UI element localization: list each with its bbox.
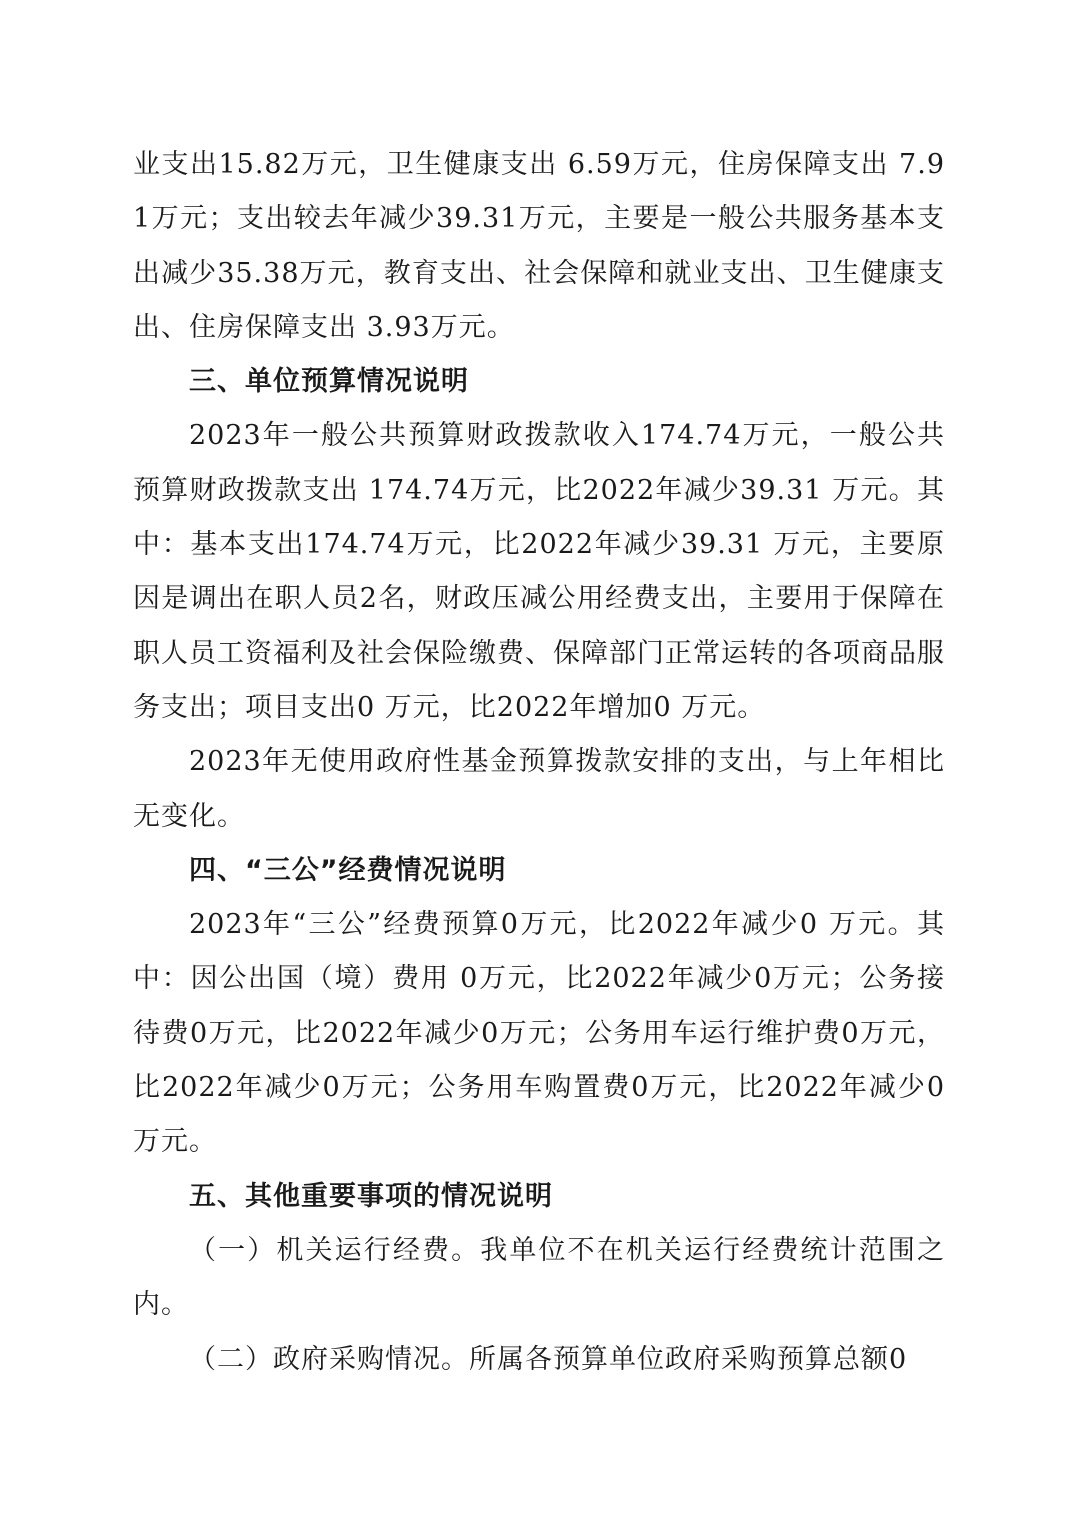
heading-other-matters: 五、其他重要事项的情况说明: [189, 1180, 553, 1212]
paragraph-three-public-expenses: 2023年“三公”经费预算0万元，比2022年减少0 万元。其中：因公出国（境）费用 0万元，比2022年减少0万元；公务接待费0万元，比2022年减少0万元；公务用车运行维护费0万元，比2022年减少0万元；公务用车购置费0万元，比2022年减少0万元。: [133, 909, 945, 1158]
paragraph-general-budget: 2023年一般公共预算财政拨款收入174.74万元，一般公共预算财政拨款支出 174.74万元，比2022年减少39.31 万元。其中：基本支出174.74万元，比2022年减少39.31 万元，主要原因是调出在职人员2名，财政压减公用经费支出，主要用于保障在职人员工资福利及社会保险缴费、保障部门正常运转的各项商品服务支出；项目支出0 万元，比2022年增加0 万元。: [133, 420, 945, 723]
paragraph-operating-expenses: （一）机关运行经费。我单位不在机关运行经费统计范围之内。: [133, 1234, 945, 1321]
paragraph-government-procurement: （二）政府采购情况。所属各预算单位政府采购预算总额0: [189, 1343, 908, 1375]
paragraph-expenditure-continued: 业支出15.82万元，卫生健康支出 6.59万元，住房保障支出 7.91万元；支出较去年减少39.31万元，主要是一般公共服务基本支出减少35.38万元，教育支出、社会保障和就业支出、卫生健康支出、住房保障支出 3.93万元。: [133, 149, 946, 343]
paragraph-government-fund: 2023年无使用政府性基金预算拨款安排的支出，与上年相比无变化。: [133, 746, 945, 832]
heading-three-public-expenses: 四、“三公”经费情况说明: [189, 854, 507, 886]
heading-unit-budget: 三、单位预算情况说明: [189, 366, 469, 398]
document-body: [133, 138, 945, 1387]
